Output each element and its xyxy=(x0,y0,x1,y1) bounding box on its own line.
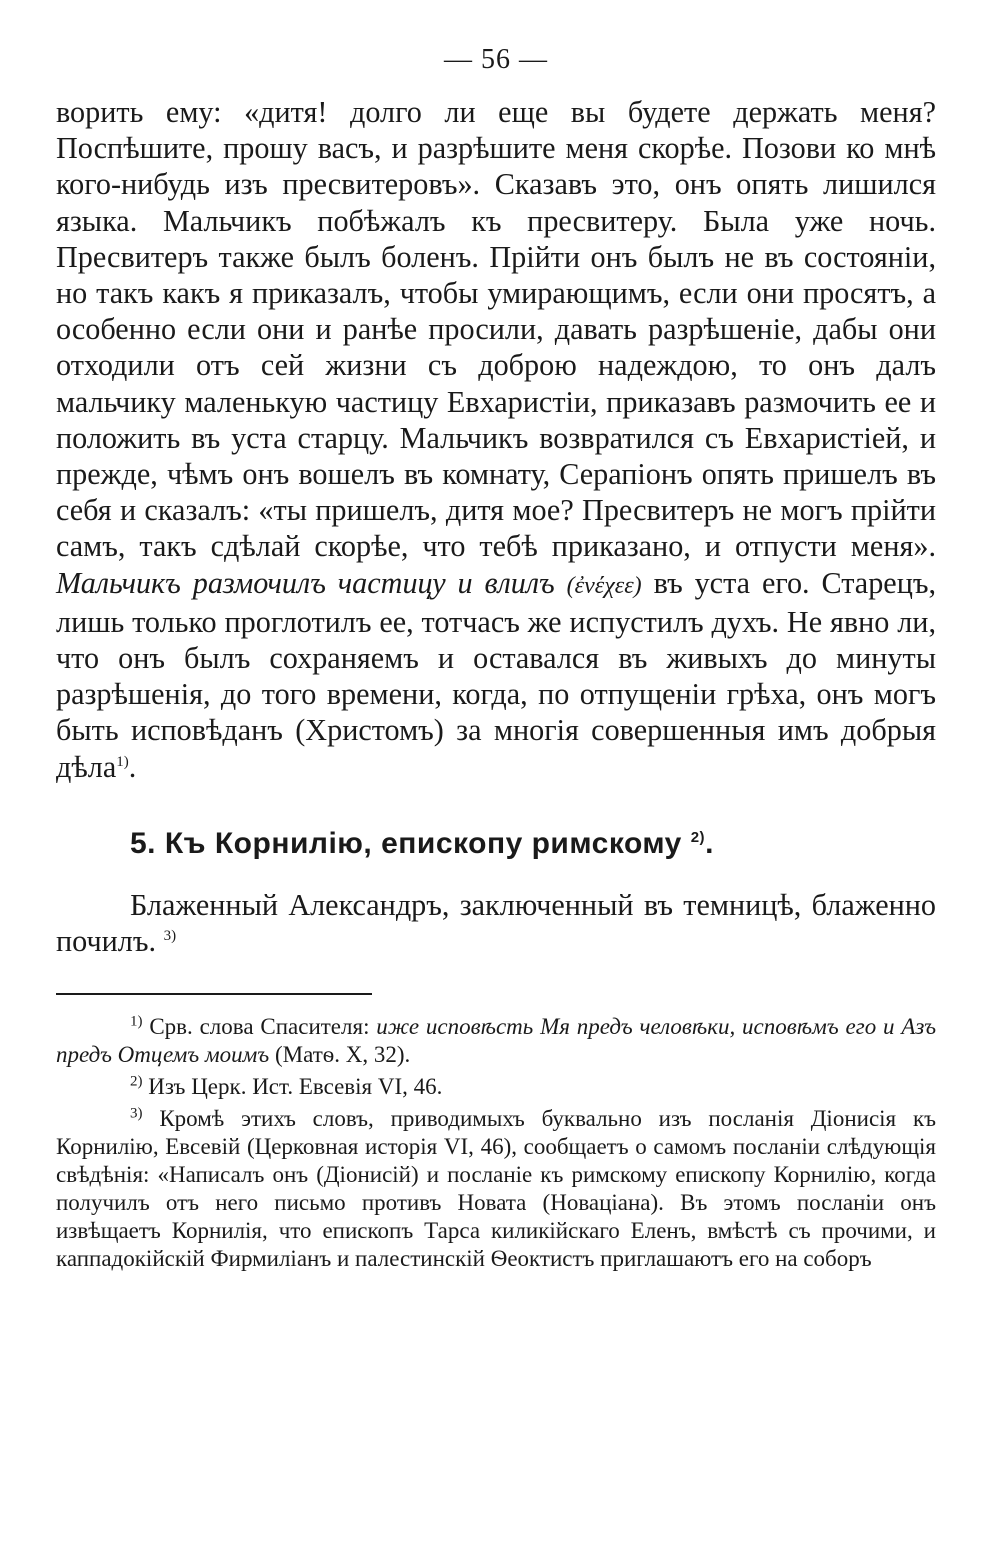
footnotes xyxy=(56,1013,936,1273)
section-text: Блаженный Александръ, заключенный въ темницѣ, блаженно почилъ. xyxy=(56,887,936,958)
footnote-mark-1: 1) xyxy=(130,1013,143,1030)
greek-term: (ἐνέχεε) xyxy=(566,572,642,599)
section-heading-end: . xyxy=(705,826,714,860)
footnote-3-text: Кромѣ этихъ словъ, приводимыхъ буквально изъ посланія Діонисія къ Корнилію, Евсевій (Церковная исторія VI, 46), сообщаетъ о самомъ посланіи слѣдующія свѣдѣнія: «Написалъ онъ (Діонисій) и посланіе къ римскому епископу Корнилію, когда получилъ отъ него письмо противъ Новата (Новаціана). Въ этомъ посланіи онъ извѣщаетъ Корнилія, что епископъ Тарса киликійскаго Еленъ, вмѣстѣ съ прочими, и каппадокійскій Фирмиліанъ и палестинскій Ѳеоктистъ приглашаютъ его на соборъ xyxy=(56,1105,937,1271)
footnote-1-quote: иже исповѣсть Мя предъ человѣки, исповѣмъ его и Азъ предъ Отцемъ моимъ xyxy=(56,1013,937,1067)
section-paragraph xyxy=(56,887,936,959)
section-heading xyxy=(130,827,936,861)
footnote-1-text-b: (Матѳ. X, 32). xyxy=(275,1041,411,1067)
main-text xyxy=(56,94,936,785)
footnote-ref-2[interactable]: 2) xyxy=(690,828,706,846)
footnote-3 xyxy=(56,1105,936,1273)
body-text-end: . xyxy=(128,749,137,784)
body-text-part3: въ уста его. Старецъ, лишь только проглотилъ ее, тотчасъ же испустилъ духъ. Не явно ли, что онъ былъ сохраняемъ и оставался въ живыхъ до минуты разрѣшенія, до того времени, когда, по отпущеніи грѣха, онъ могъ быть исповѣданъ (Христомъ) за многія совершенныя имъ добрыя дѣла xyxy=(56,565,937,784)
footnote-ref-1[interactable]: 1) xyxy=(116,753,129,770)
footnote-mark-2: 2) xyxy=(130,1073,143,1090)
page-number: — 56 — xyxy=(444,44,548,75)
body-text-part1: ворить ему: «дитя! долго ли еще вы будете держать меня? Поспѣшите, прошу васъ, и разрѣшите меня скорѣе. Позови ко мнѣ кого-нибудь изъ пресвитеровъ». Сказавъ это, онъ опять лишился языка. Мальчикъ побѣжалъ къ пресвитеру. Была уже ночь. Пресвитеръ также былъ боленъ. Прійти онъ былъ не въ состояніи, но такъ какъ я приказалъ, чтобы умирающимъ, если они просятъ, а особенно если они и ранѣе просили, давать разрѣшеніе, дабы они отходили отъ сей жизни съ доброю надеждою, то онъ далъ мальчику маленькую частицу Евхаристіи, приказавъ размочить ее и положить въ уста старцу. Мальчикъ возвратился съ Евхаристіей, и прежде, чѣмъ онъ вошелъ въ комнату, Серапіонъ опять пришелъ въ себя и сказалъ: «ты пришелъ, дитя мое? Пресвитеръ не могъ прійти самъ, такъ сдѣлай скорѣе, что тебѣ приказано, и отпусти меня». xyxy=(56,95,936,564)
section-heading-text: 5. Къ Корнилію, епископу римскому xyxy=(130,826,682,860)
footnote-1 xyxy=(56,1013,936,1069)
footnote-2 xyxy=(56,1073,936,1101)
footnote-2-text: Изъ Церк. Ист. Евсевія VI, 46. xyxy=(148,1073,443,1099)
book-page xyxy=(56,44,936,1277)
body-paragraph xyxy=(56,94,936,785)
body-text-part2: Мальчикъ размочилъ частицу и влилъ xyxy=(56,565,555,600)
footnote-1-text-a: Срв. слова Спасителя: xyxy=(149,1013,370,1039)
footnote-ref-3[interactable]: 3) xyxy=(163,927,177,944)
footnote-mark-3: 3) xyxy=(130,1105,143,1122)
footnote-divider xyxy=(56,993,372,995)
